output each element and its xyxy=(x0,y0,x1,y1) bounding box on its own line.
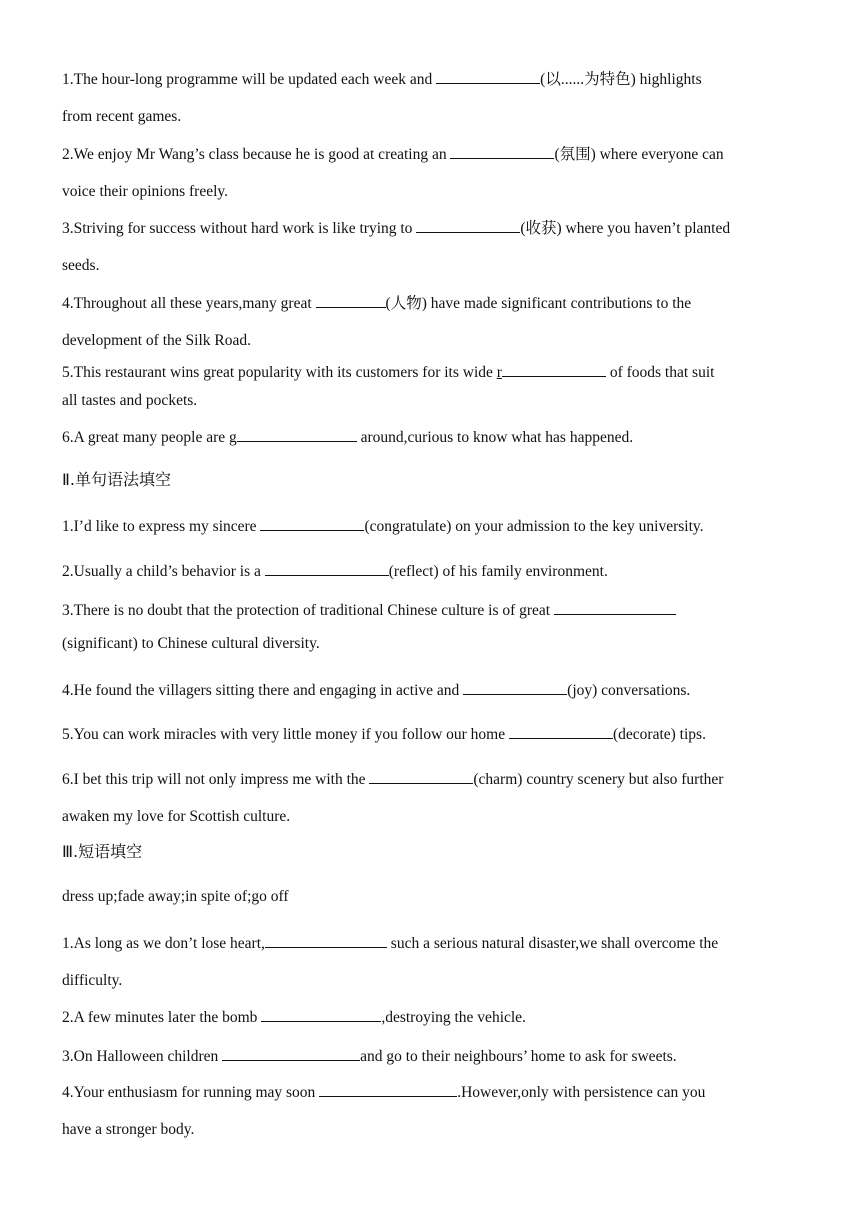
section2-heading: Ⅱ.单句语法填空 xyxy=(62,470,171,489)
section2-item-1 xyxy=(62,515,704,537)
item-text: 5.You can work miracles with very little money if you follow our home xyxy=(62,726,509,743)
item-text: around,curious to know what has happened. xyxy=(356,429,634,446)
section1-item-3-cont: seeds. xyxy=(62,257,100,274)
item-text: 2.A few minutes later the bomb xyxy=(62,1009,262,1026)
item-text: 1.I’d like to express my sincere xyxy=(62,518,261,535)
item-text: (joy) conversations. xyxy=(567,682,691,699)
item-text: 6.A great many people are xyxy=(62,429,229,446)
item-text: 4.Your enthusiasm for running may soon xyxy=(62,1084,320,1101)
item-text: (以......为特色) highlights xyxy=(540,71,702,88)
section3-item-1-cont: difficulty. xyxy=(62,972,123,989)
section2-item-2 xyxy=(62,560,608,582)
item-text: 4.He found the villagers sitting there and engaging in active and xyxy=(62,682,464,699)
section2-item-5 xyxy=(62,723,706,745)
answer-blank[interactable] xyxy=(260,515,364,531)
item-text: 1.As long as we don’t lose heart, xyxy=(62,935,265,952)
initial-letter: r xyxy=(496,364,502,381)
section2-item-4 xyxy=(62,679,690,701)
item-text: and go to their neighbours’ home to ask for sweets. xyxy=(360,1048,677,1065)
item-text: 3.Striving for success without hard work is like trying to xyxy=(62,220,417,237)
phrase-bank: dress up;fade away;in spite of;go off xyxy=(62,888,289,905)
answer-blank[interactable] xyxy=(316,292,386,308)
item-text: 2.We enjoy Mr Wang’s class because he is good at creating an xyxy=(62,146,451,163)
item-text: 3.There is no doubt that the protection of traditional Chinese culture is of great xyxy=(62,602,554,619)
section2-item-3-cont: (significant) to Chinese cultural diversity. xyxy=(62,635,320,652)
section1-item-2-cont: voice their opinions freely. xyxy=(62,183,228,200)
section1-item-4-cont: development of the Silk Road. xyxy=(62,332,251,349)
section1-item-1-cont: from recent games. xyxy=(62,108,182,125)
item-text: 6.I bet this trip will not only impress me with the xyxy=(62,771,370,788)
item-text: (收获) where you haven’t planted xyxy=(520,220,731,237)
section2-item-6 xyxy=(62,768,723,790)
item-text: (congratulate) on your admission to the key university. xyxy=(364,518,704,535)
item-text: of foods that suit xyxy=(605,364,715,381)
initial-letter: g xyxy=(229,429,237,446)
answer-blank[interactable] xyxy=(416,217,520,233)
item-text: (charm) country scenery but also further xyxy=(473,771,724,788)
answer-blank[interactable] xyxy=(265,932,387,948)
answer-blank[interactable] xyxy=(237,426,357,442)
item-text: (氛围) where everyone can xyxy=(554,146,724,163)
section3-heading: Ⅲ.短语填空 xyxy=(62,842,143,861)
answer-blank[interactable] xyxy=(222,1045,360,1061)
answer-blank[interactable] xyxy=(369,768,473,784)
item-text: (decorate) tips. xyxy=(613,726,706,743)
section3-item-2 xyxy=(62,1006,526,1028)
section3-item-4-cont: have a stronger body. xyxy=(62,1121,195,1138)
item-text: (reflect) of his family environment. xyxy=(388,563,608,580)
answer-blank[interactable] xyxy=(554,599,676,615)
answer-blank[interactable] xyxy=(265,560,389,576)
section1-item-6 xyxy=(62,426,633,448)
answer-blank[interactable] xyxy=(261,1006,381,1022)
answer-blank[interactable] xyxy=(509,723,613,739)
section3-item-4 xyxy=(62,1081,705,1103)
section2-item-6-cont: awaken my love for Scottish culture. xyxy=(62,808,291,825)
item-text: 1.The hour-long programme will be updated each week and xyxy=(62,71,437,88)
section3-item-3 xyxy=(62,1045,677,1067)
answer-blank[interactable] xyxy=(463,679,567,695)
answer-blank[interactable] xyxy=(436,68,540,84)
item-text: ,destroying the vehicle. xyxy=(381,1009,526,1026)
section1-item-1 xyxy=(62,68,702,90)
section1-item-3 xyxy=(62,217,730,239)
item-text: (人物) have made significant contributions to the xyxy=(385,295,692,312)
answer-blank[interactable] xyxy=(502,361,606,377)
answer-blank[interactable] xyxy=(450,143,554,159)
item-text: 5.This restaurant wins great popularity with its customers for its wide xyxy=(62,364,497,381)
section1-item-4 xyxy=(62,292,691,314)
item-text: 4.Throughout all these years,many great xyxy=(62,295,316,312)
answer-blank[interactable] xyxy=(319,1081,457,1097)
item-text: 3.On Halloween children xyxy=(62,1048,223,1065)
section3-item-1 xyxy=(62,932,718,954)
section1-item-2 xyxy=(62,143,724,165)
section1-item-5 xyxy=(62,361,714,383)
section1-item-5-cont: all tastes and pockets. xyxy=(62,392,198,409)
item-text: .However,only with persistence can you xyxy=(457,1084,706,1101)
section2-item-3 xyxy=(62,599,676,621)
item-text: 2.Usually a child’s behavior is a xyxy=(62,563,265,580)
item-text: such a serious natural disaster,we shall overcome the xyxy=(386,935,719,952)
